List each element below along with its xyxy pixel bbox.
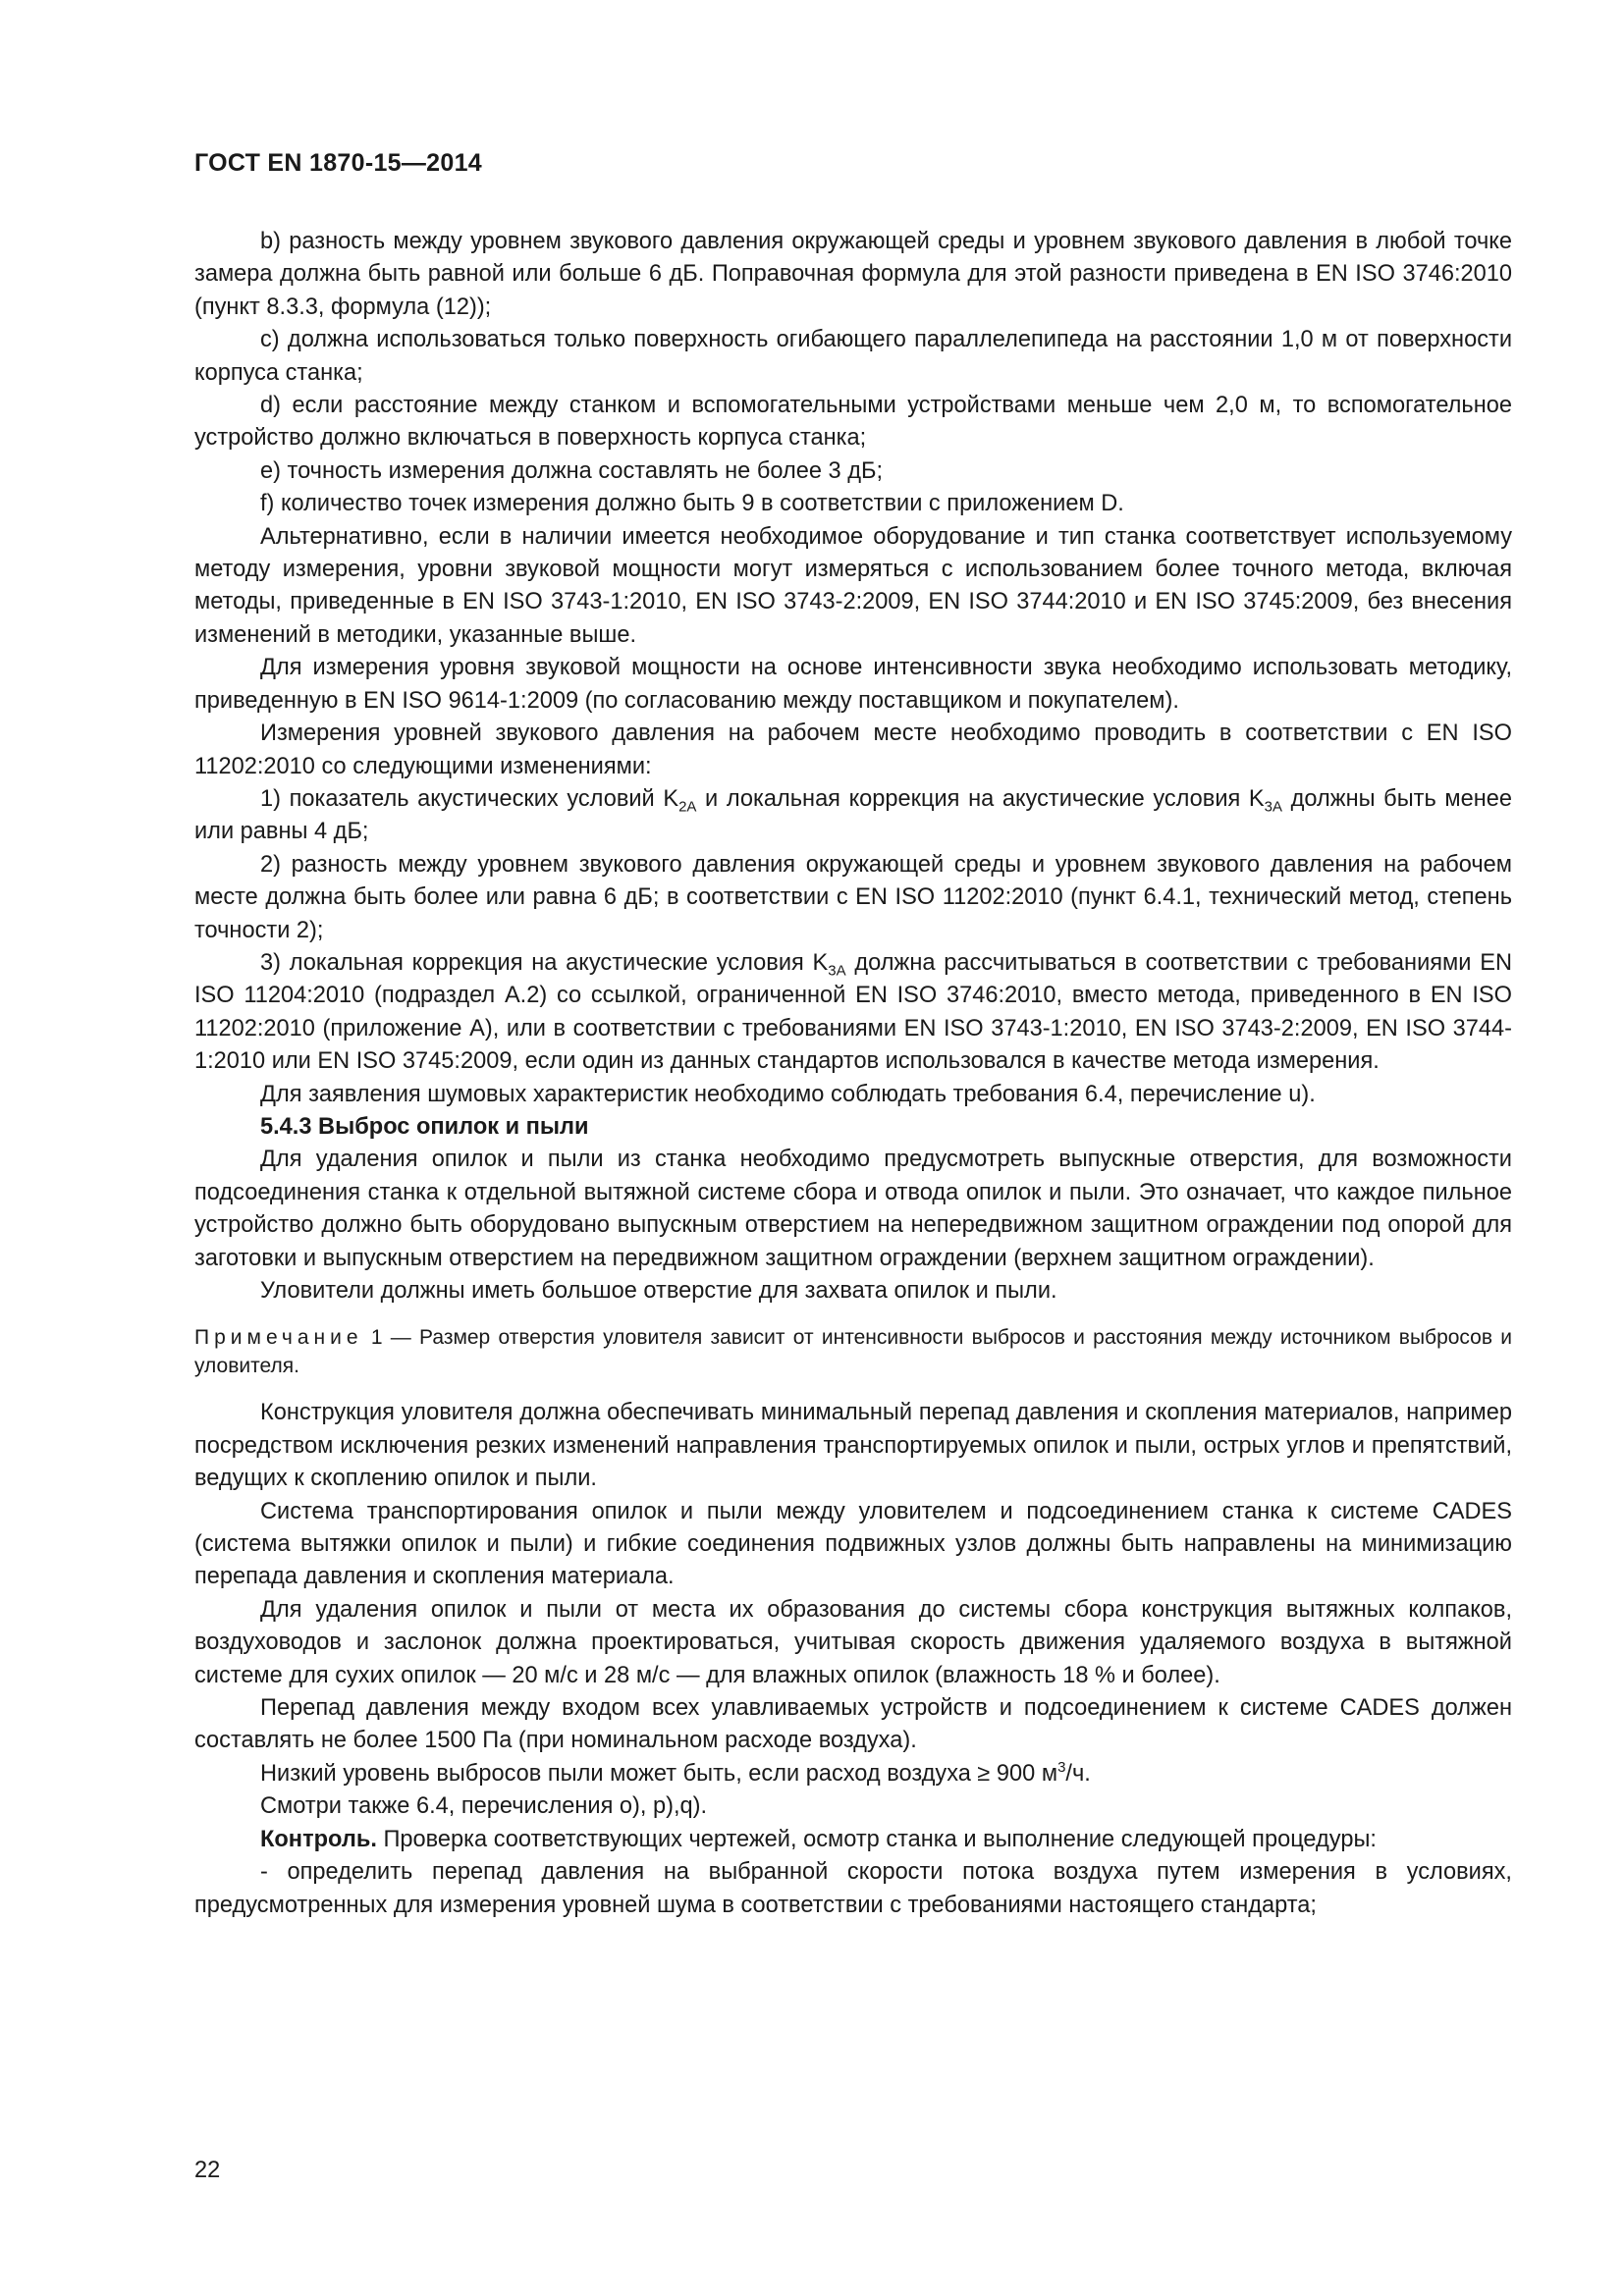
paragraph-dash-item: - определить перепад давления на выбранной скорости потока воздуха путем измерения в условиях, предусмотренных для измерения уровней шума в соответствии с требованиями настоящего стандарта; xyxy=(194,1859,1512,1918)
paragraph-declare: Для заявления шумовых характеристик необходимо соблюдать требования 6.4, перечисление u). xyxy=(260,1081,1316,1107)
paragraph-workplace: Измерения уровней звукового давления на рабочем месте необходимо проводить в соответствии с EN ISO 11202:2010 со следующими изменениями: xyxy=(194,721,1512,779)
paragraph-catchers: Уловители должны иметь большое отверстие для захвата опилок и пыли. xyxy=(260,1278,1057,1304)
paragraph-transport: Система транспортирования опилок и пыли между уловителем и подсоединением станка к системе CADES (система вытяжки опилок и пыли) и гибкие соединения подвижных узлов должны быть направлены на минимизацию перепада давления и скопления материала. xyxy=(194,1498,1512,1590)
list-item-2: 2) разность между уровнем звукового давления окружающей среды и уровнем звукового давления на рабочем месте должна быть более или равна 6 дБ; в соответствии с EN ISO 11202:2010 (пункт 6.4.1, технический метод, степень точности 2); xyxy=(194,851,1512,943)
paragraph-alternative: Альтернативно, если в наличии имеется необходимое оборудование и тип станка соответствует используемому методу измерения, уровни звуковой мощности могут измеряться с использованием более точного метода, включая методы, приведенные в EN ISO 3743-1:2010, EN ISO 3743-2:2009, EN ISO 3744:2010 и EN ISO 3745:2009, без внесения изменений в методики, указанные выше. xyxy=(194,523,1512,648)
paragraph-removal: Для удаления опилок и пыли из станка необходимо предусмотреть выпускные отверстия, для возможности подсоединения станка к отдельной вытяжной системе сбора и отвода опилок и пыли. Это означает, что каждое пильное устройство должно быть оборудовано выпускным отверстием на непередвижном защитном ограждении под опорой для заготовки и выпускным отверстием на передвижном защитном ограждении (верхнем защитном ограждении). xyxy=(194,1147,1512,1271)
list-item-1: 1) показатель акустических условий $K_{2A}$ и локальная коррекция на акустические условия $K_{3A}$ должны быть менее или равны 4 дБ; xyxy=(194,785,1512,845)
list-item-d: d) если расстояние между станком и вспомогательными устройствами меньше чем 2,0 м, то вспомогательное устройство должно включаться в поверхность корпуса станка; xyxy=(194,393,1512,452)
section-heading: 5.4.3 Выброс опилок и пыли xyxy=(260,1113,589,1140)
paragraph-see-also: Смотри также 6.4, перечисления o), p),q). xyxy=(260,1793,708,1820)
note-text: 1 — Размер отверстия уловителя зависит от интенсивности выбросов и расстояния между источником выбросов и уловителя. xyxy=(194,1326,1512,1378)
list-item-3: 3) локальная коррекция на акустические условия $K_{3A}$ должна рассчитываться в соответствии с требованиями EN ISO 11204:2010 (подраздел A.2) со ссылкой, ограниченной EN ISO 3746:2010, вместо метода, приведенного в EN ISO 11202:2010 (приложение A), или в соответствии с требованиями EN ISO 3743-1:2010, EN ISO 3743-2:2009, EN ISO 3744-1:2010 или EN ISO 3745:2009, если один из данных стандартов использовался в качестве метода измерения. xyxy=(194,949,1512,1075)
page-number: 22 xyxy=(194,2158,221,2183)
note xyxy=(194,1323,1512,1380)
paragraph-design: Конструкция уловителя должна обеспечивать минимальный перепад давления и скопления материалов, например посредством исключения резких изменений направления транспортируемых опилок и пыли, острых углов и препятствий, ведущих к скоплению опилок и пыли. xyxy=(194,1400,1512,1492)
list-item-c: c) должна использоваться только поверхность огибающего параллелепипеда на расстоянии 1,0 м от поверхности корпуса станка; xyxy=(194,327,1512,386)
list-item-f: f) количество точек измерения должно быть 9 в соответствии с приложением D. xyxy=(260,491,1124,517)
document-header: ГОСТ EN 1870-15—2014 xyxy=(194,149,482,177)
paragraph-control: Контроль. Проверка соответствующих чертежей, осмотр станка и выполнение следующей процедуры: xyxy=(260,1826,1377,1852)
list-item-e: e) точность измерения должна составлять не более 3 дБ; xyxy=(260,457,884,484)
paragraph-pressure: Перепад давления между входом всех улавливаемых устройств и подсоединением к системе CADES должен составлять не более 1500 Па (при номинальном расходе воздуха). xyxy=(194,1695,1512,1754)
paragraph-hoods: Для удаления опилок и пыли от места их образования до системы сбора конструкция вытяжных колпаков, воздуховодов и заслонок должна проектироваться, учитывая скорость движения удаляемого воздуха в вытяжной системе для сухих опилок — 20 м/с и 28 м/с — для влажных опилок (влажность 18 % и более). xyxy=(194,1596,1512,1688)
list-item-b: b) разность между уровнем звукового давления окружающей среды и уровнем звукового давления в любой точке замера должна быть равной или больше 6 дБ. Поправочная формула для этой разности приведена в EN ISO 3746:2010 (пункт 8.3.3, формула (12)); xyxy=(194,229,1512,320)
note-label: Примечание xyxy=(194,1326,363,1350)
paragraph-low-emission: Низкий уровень выбросов пыли может быть, если расход воздуха ≥ 900 $м^3/ч$. xyxy=(260,1759,1091,1787)
page-body xyxy=(194,226,1512,1922)
paragraph-intensity: Для измерения уровня звуковой мощности на основе интенсивности звука необходимо использовать методику, приведенную в EN ISO 9614-1:2009 (по согласованию между поставщиком и покупателем). xyxy=(194,655,1512,714)
